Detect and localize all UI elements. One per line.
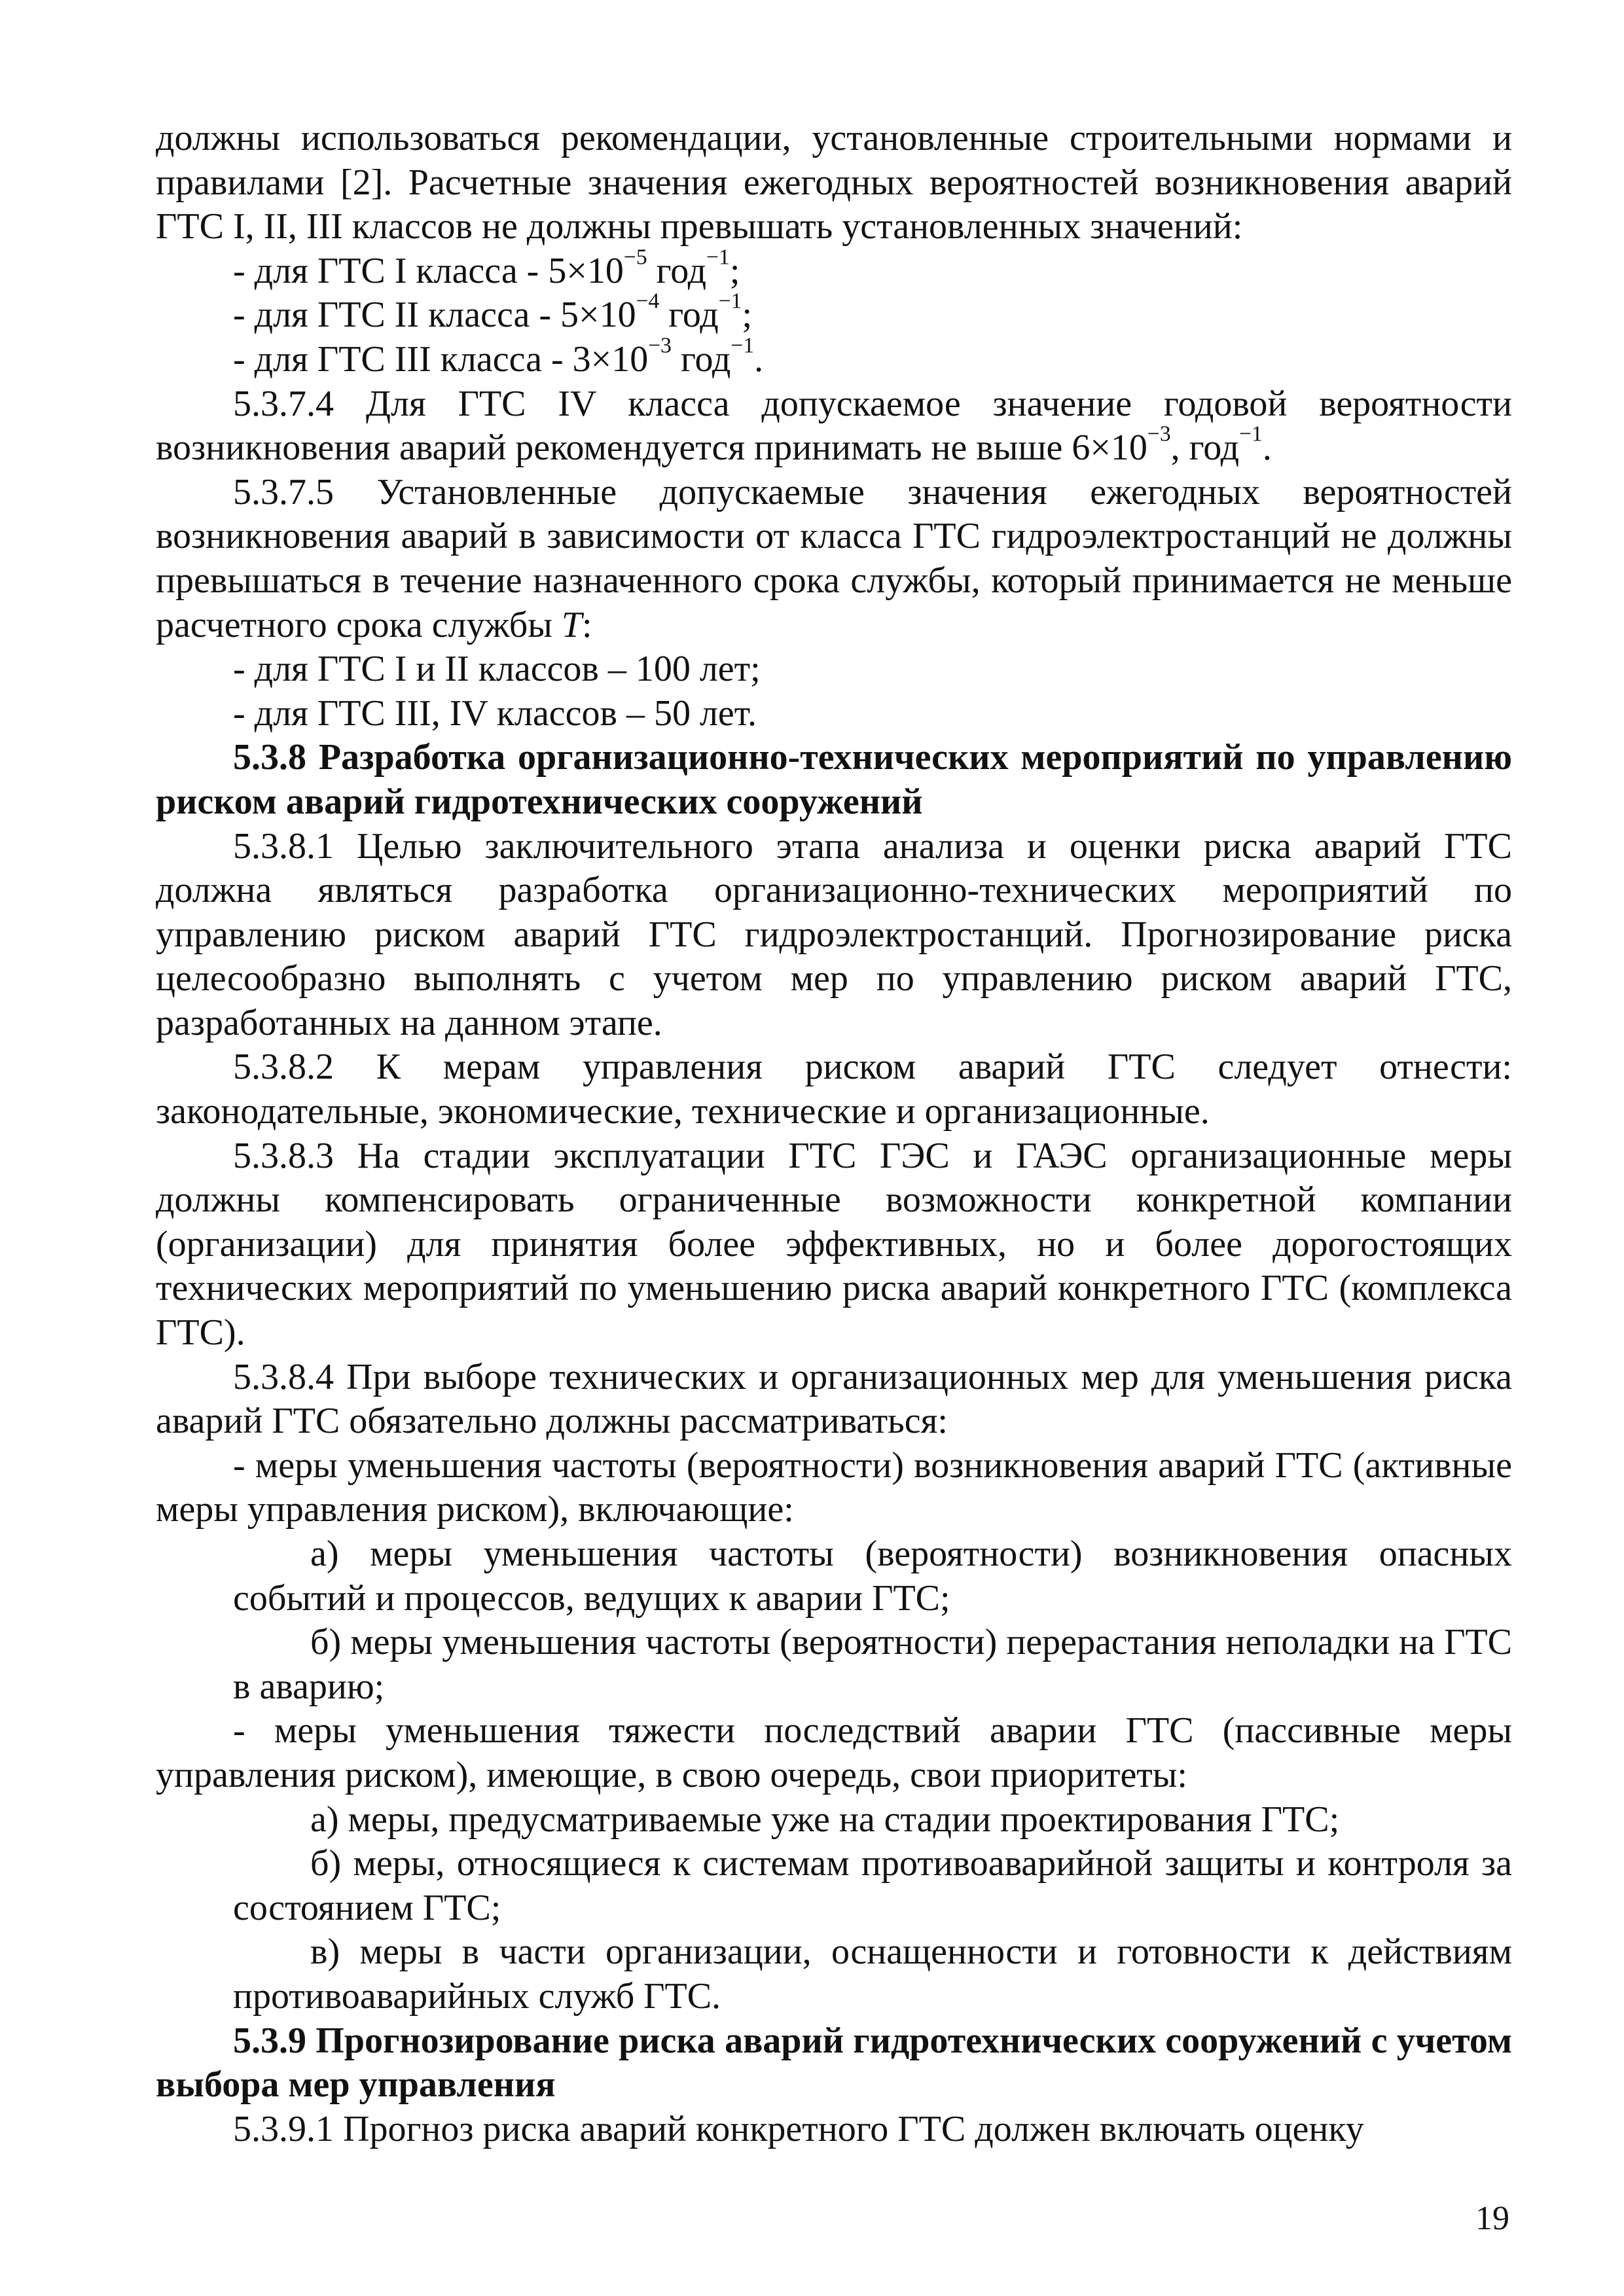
punctuation: : xyxy=(581,604,592,645)
paragraph-5-3-9-1: 5.3.9.1 Прогноз риска аварий конкретного ГТС должен включать оценку xyxy=(233,2108,1364,2149)
section-heading-5-3-8: 5.3.8 Разработка организационно-технических мероприятий по управлению риском аварий гидротехнических сооружений xyxy=(156,737,1512,822)
list-item-text: - для ГТС III класса - 3×10 xyxy=(233,338,649,380)
list-item-service-life-2: - для ГТС III, IV классов – 50 лет. xyxy=(233,692,757,734)
paragraph-5-3-7-5 xyxy=(156,471,1512,647)
list-item-passive-measures: - меры уменьшения тяжести последствий аварии ГТС (пассивные меры управления риском), имеющие, в свою очередь, свои приоритеты: xyxy=(156,1710,1512,1795)
unit: год xyxy=(647,250,707,291)
punctuation: . xyxy=(1262,427,1272,469)
list-item-text: - для ГТС I класса - 5×10 xyxy=(233,250,624,291)
exponent: −4 xyxy=(636,289,660,314)
page-body xyxy=(156,117,1512,2151)
exponent: −1 xyxy=(706,245,730,270)
paragraph-5-3-8-1: 5.3.8.1 Целью заключительного этапа анализа и оценки риска аварий ГТС должна являться разработка организационно-технических мероприятий по управлению риском аварий ГТС гидроэлектростанций. Прогнозирование риска целесообразно выполнять с учетом мер по управлению риском аварий ГТС, разработанных на данном этапе. xyxy=(156,825,1512,1043)
sub-item-passive-a: а) меры, предусматриваемые уже на стадии проектирования ГТС; xyxy=(310,1799,1340,1840)
sub-item-active-b: б) меры уменьшения частоты (вероятности) перерастания неполадки на ГТС в аварию; xyxy=(233,1622,1512,1707)
sub-item-passive-b: б) меры, относящиеся к системам противоаварийной защиты и контроля за состоянием ГТС; xyxy=(233,1843,1512,1928)
paragraph-text: 5.3.7.5 Установленные допускаемые значения ежегодных вероятностей возникновения аварий в зависимости от класса ГТС гидроэлектростанций не должны превышаться в течение назначенного срока службы, который принимается не меньше расчетного срока службы xyxy=(156,471,1512,645)
list-item-active-measures: - меры уменьшения частоты (вероятности) возникновения аварий ГТС (активные меры управления риском), включающие: xyxy=(156,1444,1512,1530)
unit: год xyxy=(671,338,731,380)
punctuation: ; xyxy=(729,250,740,291)
punctuation: ; xyxy=(742,295,753,336)
paragraph-5-3-8-2: 5.3.8.2 К мерам управления риском аварий ГТС следует отнести: законодательные, экономические, технические и организационные. xyxy=(156,1047,1512,1132)
sub-item-active-a: а) меры уменьшения частоты (вероятности) возникновения опасных событий и процессов, ведущих к аварии ГТС; xyxy=(233,1534,1512,1619)
page-number: 19 xyxy=(1475,2200,1509,2237)
unit: , год xyxy=(1170,427,1240,469)
exponent: −1 xyxy=(731,333,755,358)
variable-t: T xyxy=(561,604,582,645)
list-item-class-2 xyxy=(156,289,1512,338)
list-item-text: - для ГТС II класса - 5×10 xyxy=(233,295,636,336)
paragraph-text: 5.3.7.4 Для ГТС IV класса допускаемое значение годовой вероятности возникновения аварий рекомендуется принимать не выше 6×10 xyxy=(156,383,1512,469)
punctuation: . xyxy=(754,338,764,380)
exponent: −3 xyxy=(648,333,672,358)
exponent: −1 xyxy=(718,289,742,314)
paragraph-5-3-8-4: 5.3.8.4 При выборе технических и организационных мер для уменьшения риска аварий ГТС обязательно должны рассматриваться: xyxy=(156,1356,1512,1442)
paragraph-5-3-8-3: 5.3.8.3 На стадии эксплуатации ГТС ГЭС и ГАЭС организационные меры должны компенсировать ограниченные возможности конкретной компании (организации) для принятия более эффективных, но и более дорогостоящих технических мероприятий по уменьшению риска аварий конкретного ГТС (комплекса ГТС). xyxy=(156,1135,1512,1354)
unit: год xyxy=(659,295,719,336)
sub-item-passive-c: в) меры в части организации, оснащенности и готовности к действиям противоаварийных служб ГТС. xyxy=(233,1931,1512,2017)
list-item-service-life-1: - для ГТС I и II классов – 100 лет; xyxy=(233,649,761,690)
exponent: −1 xyxy=(1239,422,1263,446)
paragraph-5-3-7-4 xyxy=(156,382,1512,471)
section-heading-5-3-9: 5.3.9 Прогнозирование риска аварий гидротехнических сооружений с учетом выбора мер управления xyxy=(156,2020,1512,2106)
list-item-class-1 xyxy=(156,245,1512,294)
exponent: −5 xyxy=(623,245,647,270)
list-item-class-3 xyxy=(156,333,1512,382)
exponent: −3 xyxy=(1147,422,1171,446)
paragraph-continuation: должны использоваться рекомендации, установленные строительными нормами и правилами [2]. Расчетные значения ежегодных вероятностей возникновения аварий ГТС I, II, III классов не должны превышать установленных значений: xyxy=(156,118,1512,247)
